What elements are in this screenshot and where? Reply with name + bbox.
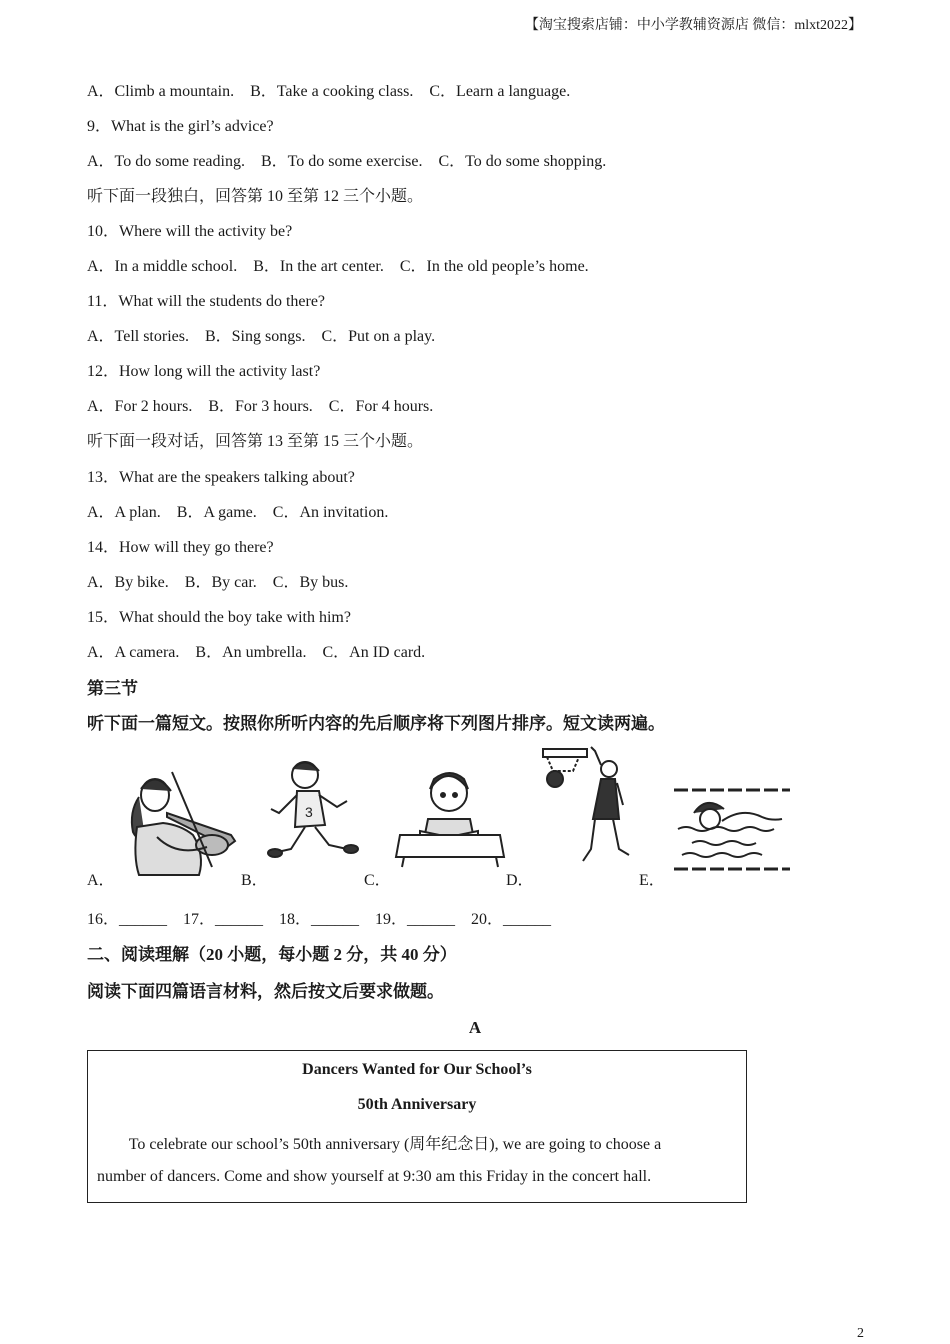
passage-a-heading: A [468,1018,482,1037]
notice-text-line1: To celebrate our school’s 50th anniversary (周年纪念日), we are going to choose a [97,1136,662,1153]
picture-label-b: B． [241,872,268,889]
part2-title: 二、阅读理解（20 小题，每小题 2 分，共 40 分） [87,945,457,964]
svg-text:3: 3 [305,804,313,820]
q10-question: 10．Where will the activity be? [87,223,293,240]
answer-blanks: 16．______ 17．______ 18．______ 19．______ 20．______ [87,911,552,928]
section3-title: 第三节 [87,679,138,698]
part2-instruction: 阅读下面四篇语言材料，然后按文后要求做题。 [87,982,444,1001]
q12-question: 12．How long will the activity last? [87,363,321,380]
picture-label-e: E． [639,872,665,889]
q14-question: 14．How will they go there? [87,539,274,556]
q9-question: 9．What is the girl’s advice? [87,118,274,135]
notice-box [87,1050,747,1203]
q15-options: A．A camera. B．An umbrella. C．An ID card. [87,644,426,661]
dialogue-instruction: 听下面一段对话，回答第 13 至第 15 三个小题。 [87,433,424,450]
notice-title-line2: 50th Anniversary [357,1096,477,1113]
page-number: 2 [857,1326,864,1341]
page-header: 【淘宝搜索店铺：中小学教辅资源店 微信：mlxt2022】 [524,18,862,33]
picture-row [87,745,797,890]
notice-title-line1: Dancers Wanted for Our School’s [302,1061,532,1078]
picture-label-a: A． [87,872,115,889]
q12-options: A．For 2 hours. B．For 3 hours. C．For 4 hours. [87,398,434,415]
picture-label-d: D． [506,872,534,889]
q11-question: 11．What will the students do there? [87,293,326,310]
q11-options: A．Tell stories. B．Sing songs. C．Put on a play. [87,328,436,345]
monologue-instruction: 听下面一段独白，回答第 10 至第 12 三个小题。 [87,188,424,205]
q13-options: A．A plan. B．A game. C．An invitation. [87,504,389,521]
running-boy-icon [267,757,362,872]
q8-options: A．Climb a mountain. B．Take a cooking class. C．Learn a language. [87,83,571,100]
section3-instruction: 听下面一篇短文。按照你所听内容的先后顺序将下列图片排序。短文读两遍。 [87,714,665,733]
notice-text-line2: number of dancers. Come and show yourself at 9:30 am this Friday in the concert hall. [97,1168,652,1185]
q10-options: A．In a middle school. B．In the art center. C．In the old people’s home. [87,258,589,275]
q9-options: A．To do some reading. B．To do some exercise. C．To do some shopping. [87,153,607,170]
swimmer-icon [672,787,792,872]
picture-label-c: C． [364,872,391,889]
q14-options: A．By bike. B．By car. C．By bus. [87,574,349,591]
q15-question: 15．What should the boy take with him? [87,609,351,626]
basketball-player-icon [539,745,639,880]
violin-girl-icon [117,767,242,877]
reading-boy-icon [392,769,507,869]
q13-question: 13．What are the speakers talking about? [87,469,355,486]
